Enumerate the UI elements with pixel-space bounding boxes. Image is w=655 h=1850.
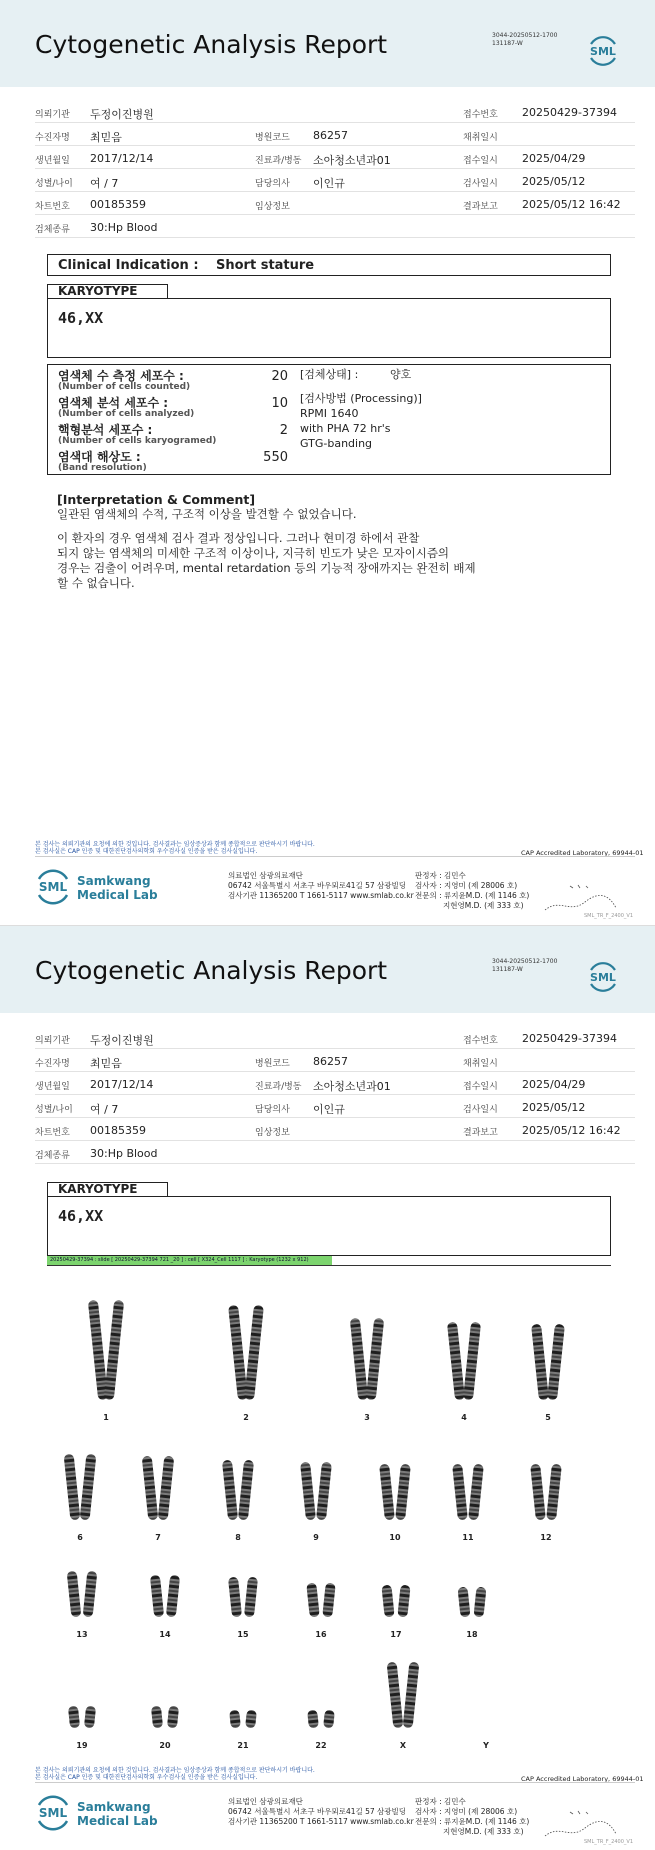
report-title: Cytogenetic Analysis Report <box>35 956 388 985</box>
interpretation-text: 이 환자의 경우 염색체 검사 결과 정상입니다. 그러나 현미경 하에서 관찰 <box>57 531 420 545</box>
processing-line: RPMI 1640 <box>300 407 359 420</box>
karyotype-tab: KARYOTYPE <box>47 1182 168 1196</box>
clinical-indication-box: Clinical Indication : Short stature <box>47 254 611 276</box>
form-version: SML_TR_F_2400_V1 <box>584 913 634 919</box>
karyogram-info-strip: 20250429-37394 : slide [ 20250429-37394 721 _20 ] : cell [ X324_Cell 1117 ] : Karyotype (1232 x 912) <box>47 1256 332 1265</box>
info-row: 생년월일 2017/12/14 진료과/병동 소아청소년과01 접수일시 2025/04/29 <box>35 146 635 169</box>
cells-analyzed-label: 염색체 분석 세포수 : (Number of cells analyzed) <box>58 396 195 419</box>
chromosome-pair-17 <box>381 1585 410 1639</box>
chromosome-pair-11 <box>452 1464 484 1542</box>
samkwang-logo-icon <box>35 1794 71 1836</box>
karyotype-box: 46,XX <box>47 298 611 358</box>
cap-accreditation: CAP Accredited Laboratory, 69944-01 <box>521 1775 644 1783</box>
report-code: 3044-20250512-1700 131187-W <box>492 958 558 973</box>
processing-label: [검사방법 (Processing)] <box>300 392 422 405</box>
info-row: 생년월일 2017/12/14 진료과/병동 소아청소년과01 접수일시 2025/04/29 <box>35 1072 635 1095</box>
chromosome-label: 14 <box>159 1630 171 1639</box>
cells-karyogramed-value: 2 <box>279 423 288 438</box>
patient-info-table <box>35 100 635 238</box>
chromosome-label: 9 <box>313 1533 319 1542</box>
chromosome-pair-15 <box>228 1577 258 1639</box>
karyogram-image <box>40 1270 620 1750</box>
chromosome-label: 17 <box>390 1630 402 1639</box>
chromosome-pair-5 <box>531 1324 565 1422</box>
report-header <box>0 0 655 87</box>
chromosome-label: X <box>399 1741 407 1750</box>
chromosome-pair-6 <box>64 1454 97 1542</box>
cell-count-box <box>47 364 611 475</box>
cells-analyzed-value: 10 <box>271 396 288 411</box>
signatories: 판정자 : 김민수 검사자 : 지영미 (제 28006 호) 전문의 : 류지윤M.D. (제 1146 호) 지현영M.D. (제 333 호) <box>415 1797 530 1836</box>
footer-notice: 본 검사는 의뢰기관의 요청에 의한 것입니다. 검사결과는 임상증상과 함께 종합적으로 판단하시기 바랍니다. 본 검사실은 CAP 인증 및 대한진단검사의학회 우수검사실 인증을 받은 검사실입니다. <box>35 1767 315 1781</box>
lab-name: Samkwang Medical Lab <box>77 1800 158 1828</box>
chromosome-pair-4 <box>447 1322 481 1422</box>
interpretation-text: 일관된 염색체의 수적, 구조적 이상을 발견할 수 없었습니다. <box>57 507 357 521</box>
chromosome-label: 3 <box>364 1413 370 1422</box>
lab-name: Samkwang Medical Lab <box>77 874 158 902</box>
chromosome-label: 11 <box>462 1533 474 1542</box>
svg-text:SML: SML <box>38 1806 68 1820</box>
info-row: 검체종류 30:Hp Blood <box>35 215 635 238</box>
interpretation-heading: [Interpretation & Comment] <box>57 492 256 507</box>
chromosome-pair-1 <box>88 1300 124 1422</box>
band-resolution-value: 550 <box>263 450 288 465</box>
report-header <box>0 926 655 1013</box>
sml-logo-icon <box>588 961 618 993</box>
processing-line: with PHA 72 hr's <box>300 422 391 435</box>
info-row: 차트번호 00185359 임상정보 결과보고 2025/05/12 16:42 <box>35 192 635 215</box>
signature-scribble <box>540 1804 620 1844</box>
chromosome-pair-7 <box>142 1456 175 1542</box>
chromosome-pair-Y <box>482 1741 489 1750</box>
processing-line: GTG-banding <box>300 437 373 450</box>
chromosome-pair-18 <box>457 1587 486 1639</box>
chromosome-label: Y <box>483 1741 489 1750</box>
cells-karyogramed-label: 핵형분석 세포수 : (Number of cells karyogramed) <box>58 423 217 446</box>
report-code: 3044-20250512-1700 131187-W <box>492 32 558 47</box>
chromosome-label: 10 <box>389 1533 401 1542</box>
chromosome-pair-13 <box>67 1571 98 1639</box>
chromosome-label: 19 <box>76 1741 88 1750</box>
svg-text:SML: SML <box>38 880 68 894</box>
chromosome-pair-3 <box>350 1318 385 1422</box>
signatories: 판정자 : 김민수 검사자 : 지영미 (제 28006 호) 전문의 : 류지윤M.D. (제 1146 호) 지현영M.D. (제 333 호) <box>415 871 530 910</box>
interpretation-section <box>57 492 617 591</box>
chromosome-label: 1 <box>103 1413 109 1422</box>
footer-notice: 본 검사는 의뢰기관의 요청에 의한 것입니다. 검사결과는 임상증상과 함께 종합적으로 판단하시기 바랍니다. 본 검사실은 CAP 인증 및 대한진단검사의학회 우수검사실 인증을 받은 검사실입니다. <box>35 841 315 855</box>
chromosome-label: 15 <box>237 1630 249 1639</box>
chromosome-label: 8 <box>235 1533 241 1542</box>
specimen-status-label: [검체상태] : <box>300 368 359 381</box>
sml-logo-icon <box>588 35 618 67</box>
lab-address: 의료법인 삼광의료재단 06742 서울특별시 서초구 바우뫼로41길 57 삼광빌딩 검사기관 11365200 T 1661-5117 www.smlab.co.kr <box>228 1797 414 1826</box>
report-footer <box>0 838 655 923</box>
chromosome-pair-16 <box>306 1583 335 1639</box>
report-title: Cytogenetic Analysis Report <box>35 30 388 59</box>
chromosome-pair-8 <box>222 1460 254 1542</box>
chromosome-pair-2 <box>228 1305 264 1422</box>
signature-scribble <box>540 878 620 918</box>
info-row: 차트번호 00185359 임상정보 결과보고 2025/05/12 16:42 <box>35 1118 635 1141</box>
chromosome-label: 4 <box>461 1413 467 1422</box>
info-row: 수진자명 최믿음 병원코드 86257 채취일시 <box>35 1049 635 1072</box>
chromosome-pair-10 <box>379 1464 411 1542</box>
info-row: 수진자명 최믿음 병원코드 86257 채취일시 <box>35 123 635 146</box>
chromosome-label: 12 <box>540 1533 552 1542</box>
info-row: 성별/나이 여 / 7 담당의사 이인규 검사일시 2025/05/12 <box>35 1095 635 1118</box>
samkwang-logo-icon <box>35 868 71 910</box>
cells-counted-value: 20 <box>271 369 288 384</box>
report-footer <box>0 1764 655 1849</box>
chromosome-pair-X <box>387 1662 420 1750</box>
chromosome-label: 18 <box>466 1630 478 1639</box>
chromosome-label: 20 <box>159 1741 171 1750</box>
chromosome-label: 5 <box>545 1413 551 1422</box>
chromosome-label: 13 <box>76 1630 88 1639</box>
cells-counted-label: 염색체 수 측정 세포수 : (Number of cells counted) <box>58 369 191 392</box>
band-resolution-label: 염색대 해상도 : (Band resolution) <box>58 450 147 473</box>
chromosome-label: 22 <box>315 1741 327 1750</box>
interpretation-text: 경우는 검출이 어려우며, mental retardation 등의 기능적 장애까지는 완전히 배제 <box>57 561 476 575</box>
cap-accreditation: CAP Accredited Laboratory, 69944-01 <box>521 849 644 857</box>
info-row: 검체종류 30:Hp Blood <box>35 1141 635 1164</box>
karyotype-box: 46,XX <box>47 1196 611 1256</box>
patient-info-table <box>35 1026 635 1164</box>
interpretation-text: 되지 않는 염색체의 미세한 구조적 이상이나, 지극히 빈도가 낮은 모자이시즘의 <box>57 546 450 560</box>
lab-address: 의료법인 삼광의료재단 06742 서울특별시 서초구 바우뫼로41길 57 삼광빌딩 검사기관 11365200 T 1661-5117 www.smlab.co.kr <box>228 871 414 900</box>
info-row: 의뢰기관 두정이진병원 접수번호 20250429-37394 <box>35 100 635 123</box>
svg-text:SML: SML <box>590 971 616 984</box>
chromosome-label: 2 <box>243 1413 249 1422</box>
info-row: 의뢰기관 두정이진병원 접수번호 20250429-37394 <box>35 1026 635 1049</box>
interpretation-text: 할 수 없습니다. <box>57 576 135 590</box>
specimen-status-value: 양호 <box>390 368 412 381</box>
chromosome-pair-14 <box>150 1575 180 1639</box>
chromosome-pair-12 <box>530 1464 562 1542</box>
chromosome-label: 21 <box>237 1741 249 1750</box>
chromosome-label: 16 <box>315 1630 327 1639</box>
svg-text:SML: SML <box>590 45 616 58</box>
karyotype-tab: KARYOTYPE <box>47 284 168 298</box>
chromosome-pair-9 <box>300 1462 332 1542</box>
info-row: 성별/나이 여 / 7 담당의사 이인규 검사일시 2025/05/12 <box>35 169 635 192</box>
chromosome-label: 6 <box>77 1533 83 1542</box>
form-version: SML_TR_F_2400_V1 <box>584 1839 634 1845</box>
chromosome-label: 7 <box>155 1533 161 1542</box>
